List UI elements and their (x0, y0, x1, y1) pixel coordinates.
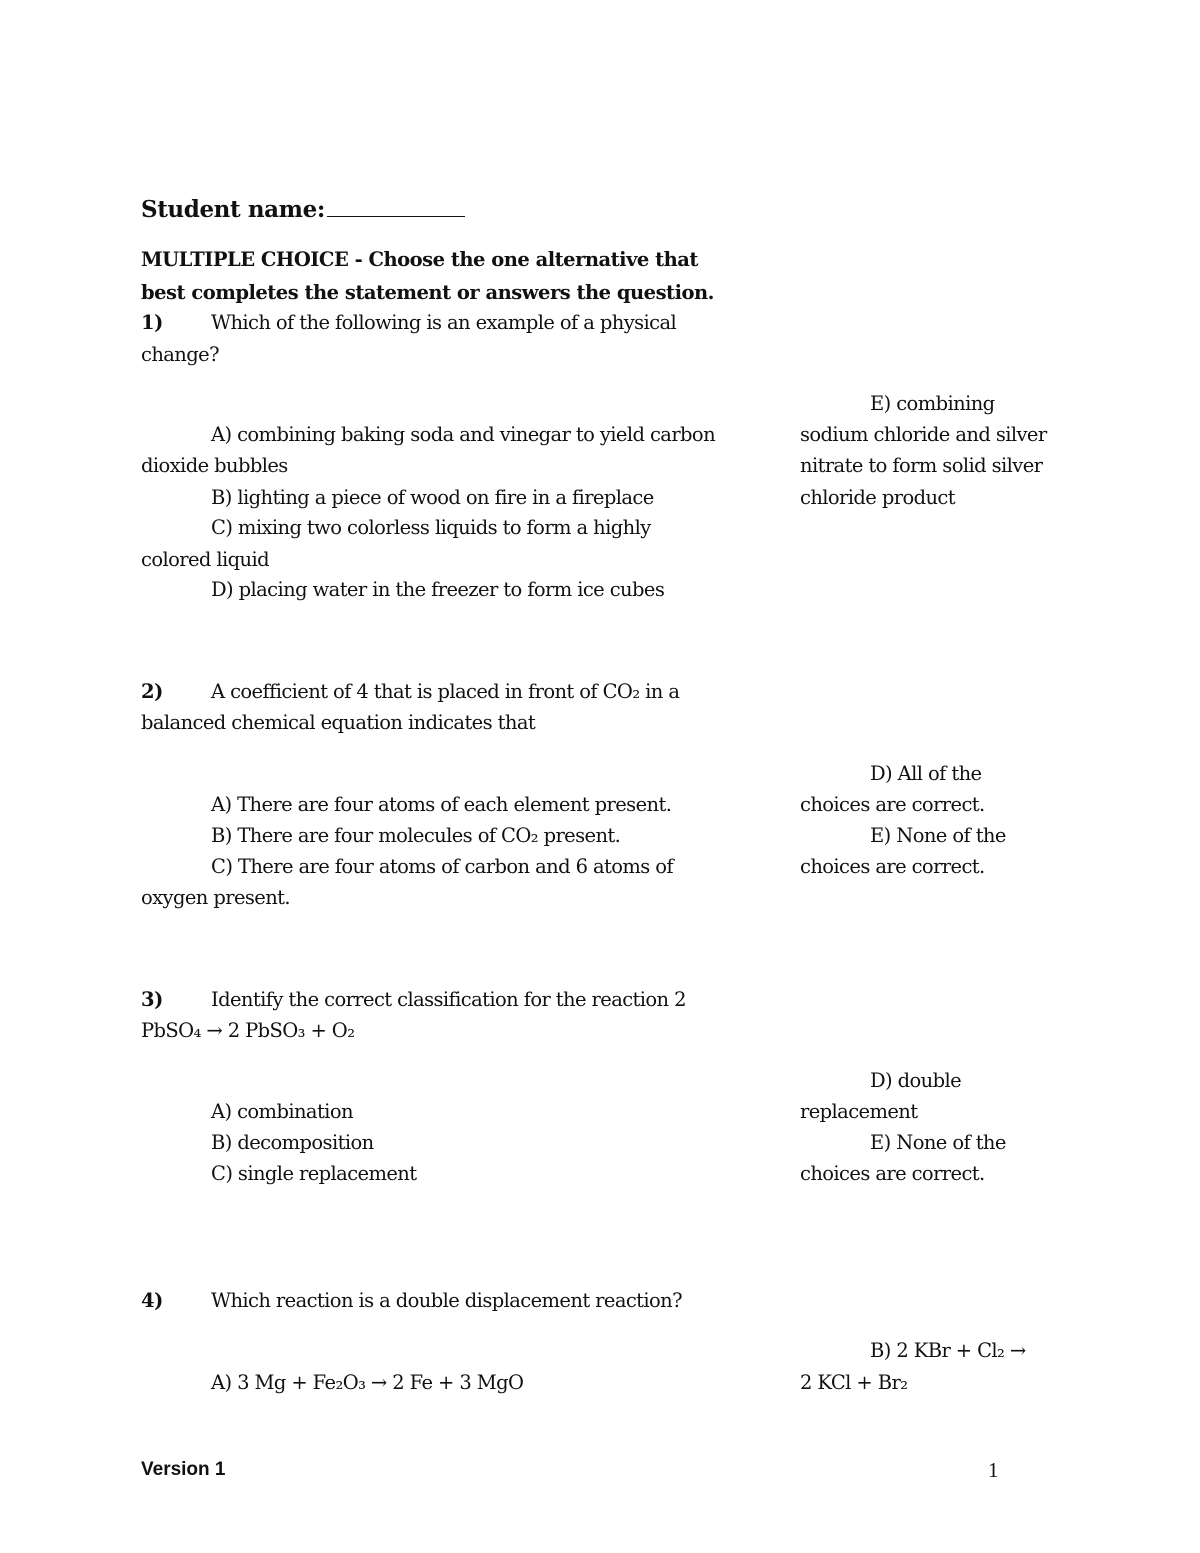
question-1-option-d: D) placing water in the freezer to form ice cubes (211, 578, 665, 601)
question-2-number: 2) (141, 680, 163, 703)
question-2-option-c-line-1: C) There are four atoms of carbon and 6 atoms of (211, 855, 674, 878)
question-2-option-d-line-2: choices are correct. (800, 793, 985, 816)
question-3-option-d-line-2: replacement (800, 1100, 918, 1123)
question-1-option-c-line-1: C) mixing two colorless liquids to form a highly (211, 516, 651, 539)
question-4-option-b-line-1: B) 2 KBr + Cl₂ → (870, 1339, 1026, 1362)
question-2-stem-line-1: A coefficient of 4 that is placed in front of CO₂ in a (211, 680, 680, 703)
student-name-label: Student name: (141, 196, 325, 223)
footer-version: Version 1 (141, 1459, 226, 1480)
question-2-option-b: B) There are four molecules of CO₂ present. (211, 824, 621, 847)
question-1-stem-line-1: Which of the following is an example of a physical (211, 311, 677, 334)
question-2-stem-line-2: balanced chemical equation indicates that (141, 711, 536, 734)
question-4-stem-line-1: Which reaction is a double displacement reaction? (211, 1289, 682, 1312)
question-3-option-e-line-2: choices are correct. (800, 1162, 985, 1185)
question-1-option-a-line-1: A) combining baking soda and vinegar to yield carbon (211, 423, 716, 446)
question-1-option-e-line-3: nitrate to form solid silver (800, 454, 1043, 477)
question-3-option-e-line-1: E) None of the (870, 1131, 1006, 1154)
question-3-number: 3) (141, 988, 163, 1011)
question-3-option-d-line-1: D) double (870, 1069, 962, 1092)
question-3-option-b: B) decomposition (211, 1131, 374, 1154)
question-3-option-a: A) combination (211, 1100, 353, 1123)
student-name-blank-line (327, 196, 465, 217)
footer-page-number: 1 (988, 1458, 999, 1482)
question-1-option-b: B) lighting a piece of wood on fire in a fireplace (211, 486, 654, 509)
instructions-line-2: best completes the statement or answers the question. (141, 281, 714, 304)
question-2-option-a: A) There are four atoms of each element present. (211, 793, 672, 816)
question-3-stem-line-1: Identify the correct classification for the reaction 2 (211, 988, 686, 1011)
question-3-stem-line-2: PbSO₄ → 2 PbSO₃ + O₂ (141, 1019, 355, 1042)
question-1-option-e-line-1: E) combining (870, 392, 995, 415)
question-4-option-a: A) 3 Mg + Fe₂O₃ → 2 Fe + 3 MgO (211, 1371, 524, 1394)
question-2-option-d-line-1: D) All of the (870, 762, 982, 785)
question-1-option-e-line-4: chloride product (800, 486, 955, 509)
question-1-option-c-line-2: colored liquid (141, 548, 270, 571)
question-2-option-e-line-2: choices are correct. (800, 855, 985, 878)
question-2-option-c-line-2: oxygen present. (141, 886, 291, 909)
student-name-field (141, 196, 465, 222)
question-1-option-e-line-2: sodium chloride and silver (800, 423, 1047, 446)
question-1-stem-line-2: change? (141, 343, 219, 366)
question-3-option-c: C) single replacement (211, 1162, 417, 1185)
question-1-number: 1) (141, 311, 163, 334)
question-4-option-b-line-2: 2 KCl + Br₂ (800, 1371, 908, 1394)
instructions-line-1: MULTIPLE CHOICE - Choose the one alternative that (141, 248, 698, 271)
question-2-option-e-line-1: E) None of the (870, 824, 1006, 847)
question-4-number: 4) (141, 1289, 163, 1312)
question-1-option-a-line-2: dioxide bubbles (141, 454, 288, 477)
